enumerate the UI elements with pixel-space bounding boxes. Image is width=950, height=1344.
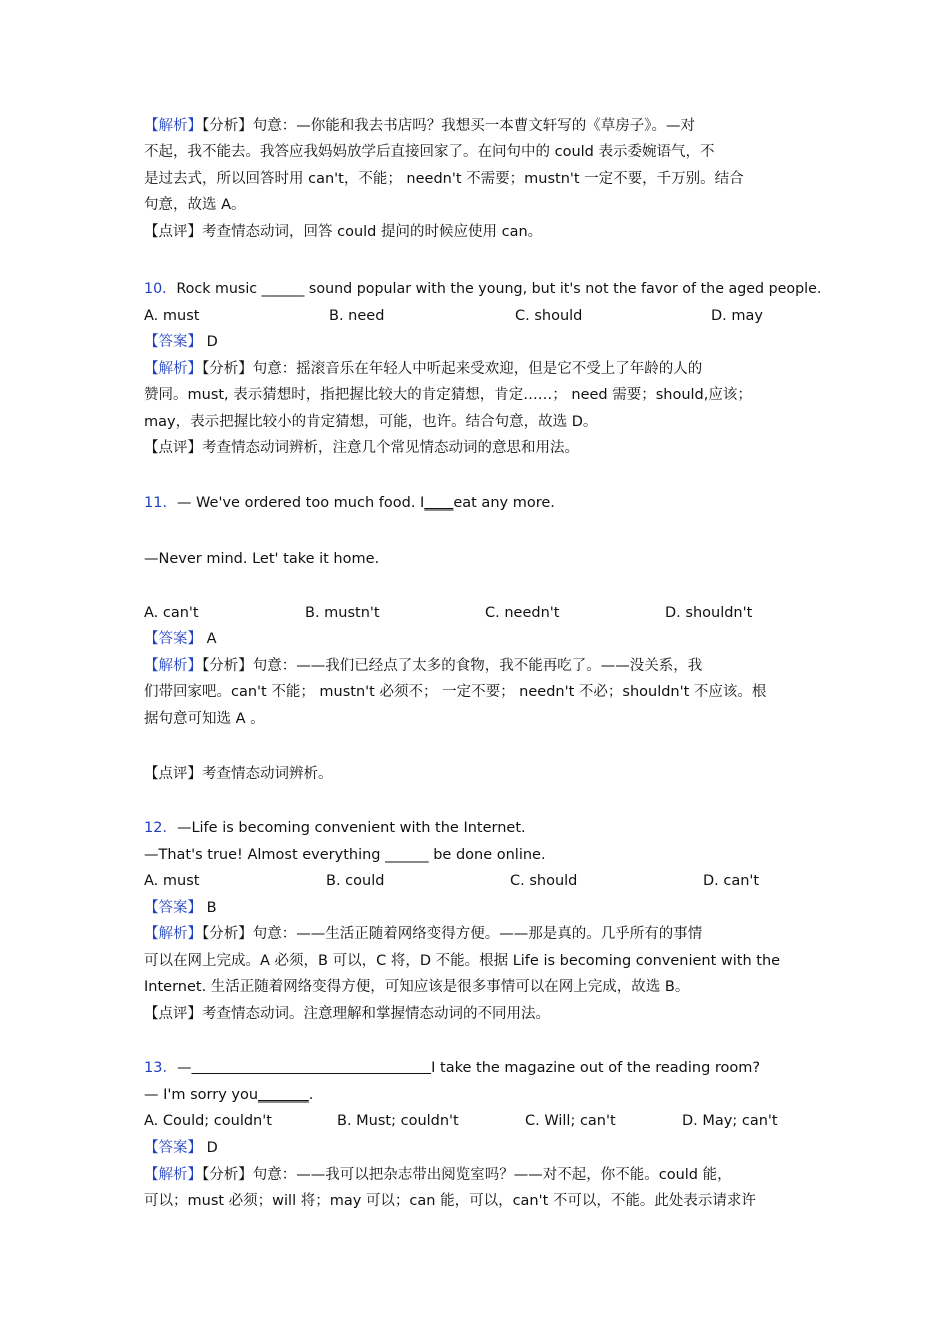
answer-tag: 【答案】: [144, 631, 202, 647]
analysis-tag: 【解析】: [144, 658, 202, 674]
option-b: B. could: [326, 873, 385, 889]
answer-blank: [191, 1060, 431, 1076]
analysis-tag: 【解析】: [144, 1167, 202, 1183]
q12-comment: 【点评】考查情态动词。注意理解和掌握情态动词的不同用法。: [144, 1006, 550, 1022]
option-d: D. can't: [703, 873, 760, 889]
answer-blank: _______: [258, 1087, 309, 1103]
option-a: A. must: [144, 873, 200, 889]
q13-stem: 13．— I take the magazine out of the reading room?: [144, 1060, 761, 1076]
q11-comment: 【点评】考查情态动词辨析。: [144, 766, 333, 782]
option-a: A. can't: [144, 605, 199, 621]
q11-answer: 【答案】 A: [144, 631, 217, 647]
answer-tag: 【答案】: [144, 900, 202, 916]
option-c: C. Will; can't: [525, 1113, 616, 1129]
option-d: D. May; can't: [682, 1113, 778, 1129]
q9-analysis-line-4: 句意，故选 A。: [144, 197, 246, 213]
option-c: C. should: [515, 308, 583, 324]
q11-stem: 11．— We've ordered too much food. I____eat any more.: [144, 495, 555, 511]
q10-analysis-line-1: 【解析】【分析】句意：摇滚音乐在年轻人中听起来受欢迎，但是它不受上了年龄的人的: [144, 361, 703, 377]
analysis-tag: 【解析】: [144, 118, 202, 134]
q9-comment: 【点评】考查情态动词，回答 could 提问的时候应使用 can。: [144, 224, 543, 240]
option-d: D. shouldn't: [665, 605, 753, 621]
analysis-tag: 【解析】: [144, 361, 202, 377]
option-c: C. should: [510, 873, 578, 889]
q13-reply: — I'm sorry you_______.: [144, 1087, 314, 1103]
question-number: 13．: [144, 1060, 177, 1076]
q11-analysis-line-3: 据句意可知选 A 。: [144, 711, 265, 727]
q13-analysis-line-2: 可以；must 必须；will 将；may 可以；can 能，可以，can't 不可以，不能。此处表示请求许: [144, 1193, 756, 1209]
q13-answer: 【答案】 D: [144, 1140, 218, 1156]
question-number: 10．: [144, 281, 177, 297]
q10-analysis-line-2: 赞同。must, 表示猜想时，指把握比较大的肯定猜想，肯定……； need 需要；should,应该；: [144, 387, 752, 403]
question-number: 12．: [144, 820, 177, 836]
option-b: B. Must; couldn't: [337, 1113, 459, 1129]
q12-analysis-line-3: Internet. 生活正随着网络变得方便，可知应该是很多事情可以在网上完成，故选 B。: [144, 979, 690, 995]
q10-analysis-line-3: may，表示把握比较小的肯定猜想，可能，也许。结合句意，故选 D。: [144, 414, 598, 430]
answer-blank: ____: [424, 495, 454, 511]
q10-stem: 10．Rock music ______ sound popular with the young, but it's not the favor of the aged people.: [144, 281, 822, 297]
q12-stem: 12．—Life is becoming convenient with the Internet.: [144, 820, 526, 836]
q11-analysis-line-2: 们带回家吧。can't 不能； mustn't 必须不； 一定不要； needn't 不必；shouldn't 不应该。根: [144, 684, 767, 700]
q12-reply: —That's true! Almost everything ______ be done online.: [144, 847, 546, 863]
answer-tag: 【答案】: [144, 1140, 202, 1156]
q12-analysis-line-2: 可以在网上完成。A 必须，B 可以，C 将，D 不能。根据 Life is becoming convenient with the: [144, 953, 781, 969]
question-number: 11．: [144, 495, 177, 511]
q11-reply: —Never mind. Let' take it home.: [144, 551, 380, 567]
q13-analysis-line-1: 【解析】【分析】句意：——我可以把杂志带出阅览室吗？——对不起，你不能。could 能，: [144, 1167, 732, 1183]
q10-answer: 【答案】 D: [144, 334, 218, 350]
analysis-tag: 【解析】: [144, 926, 202, 942]
answer-tag: 【答案】: [144, 334, 202, 350]
option-b: B. mustn't: [305, 605, 380, 621]
q9-analysis-line-3: 是过去式，所以回答时用 can't，不能； needn't 不需要；mustn't 一定不要，千万别。结合: [144, 171, 744, 187]
option-c: C. needn't: [485, 605, 560, 621]
option-d: D. may: [711, 308, 763, 324]
option-a: A. Could; couldn't: [144, 1113, 272, 1129]
q9-analysis-line-2: 不起，我不能去。我答应我妈妈放学后直接回家了。在问句中的 could 表示委婉语气，不: [144, 144, 715, 160]
q11-analysis-line-1: 【解析】【分析】句意：——我们已经点了太多的食物，我不能再吃了。——没关系，我: [144, 658, 703, 674]
q9-analysis-line-1: 【解析】【分析】句意：—你能和我去书店吗？我想买一本曹文轩写的《草房子》。—对: [144, 118, 695, 134]
option-a: A. must: [144, 308, 200, 324]
q12-answer: 【答案】 B: [144, 900, 217, 916]
q10-comment: 【点评】考查情态动词辨析，注意几个常见情态动词的意思和用法。: [144, 440, 579, 456]
q12-analysis-line-1: 【解析】【分析】句意：——生活正随着网络变得方便。——那是真的。几乎所有的事情: [144, 926, 703, 942]
option-b: B. need: [329, 308, 385, 324]
